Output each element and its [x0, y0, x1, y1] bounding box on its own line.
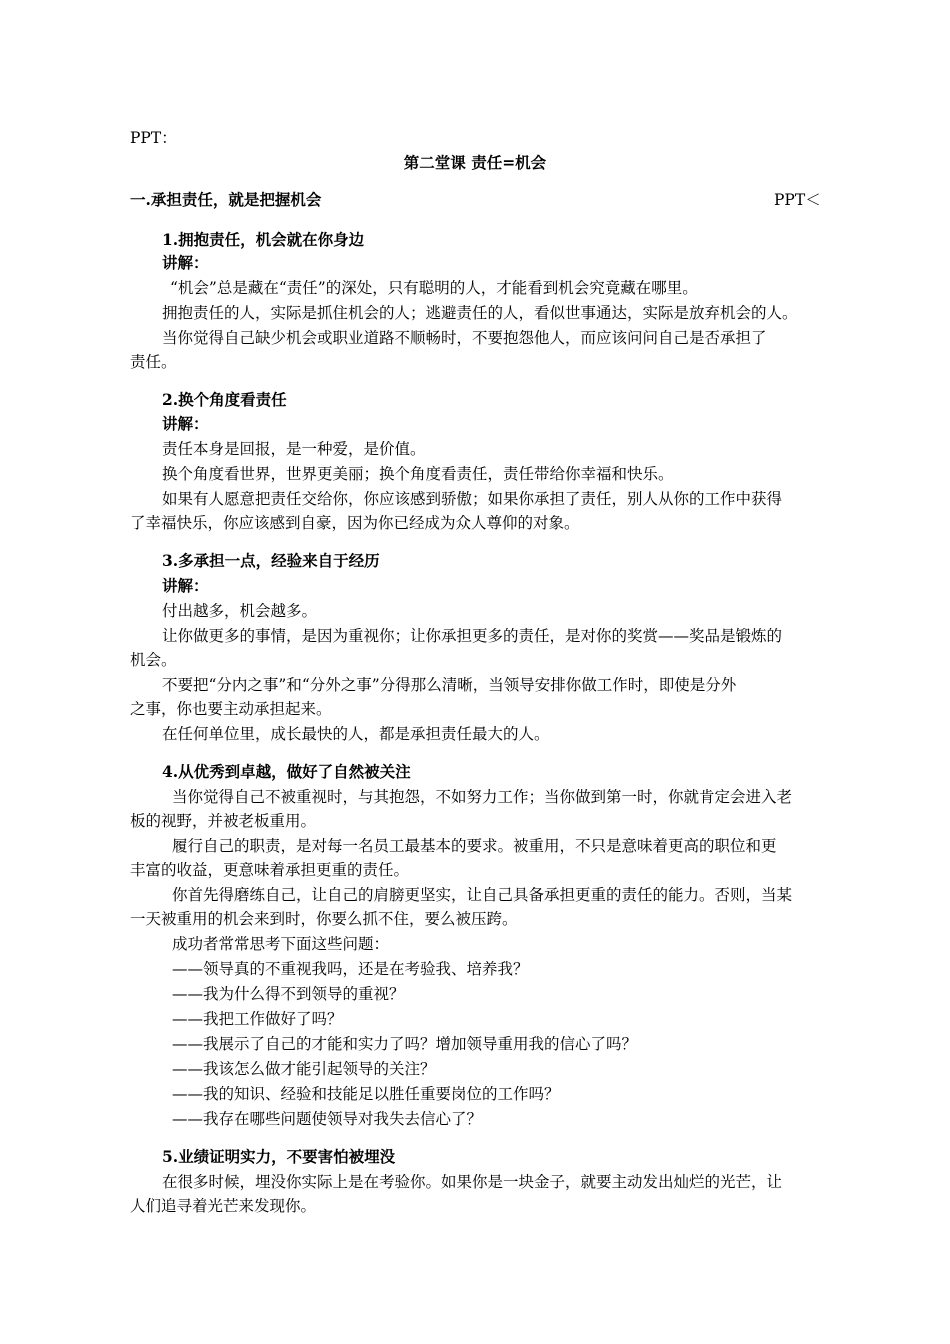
item-4-question-4: ——我展示了自己的才能和实力了吗？增加领导重用我的信心了吗？: [172, 1035, 638, 1053]
item-1-para-3b: 责任。: [130, 353, 177, 371]
item-2-para-3b: 了幸福快乐，你应该感到自豪，因为你已经成为众人尊仰的对象。: [130, 514, 580, 532]
item-5-para-1: 在很多时候，埋没你实际上是在考验你。如果你是一块金子，就要主动发出灿烂的光芒，让: [162, 1173, 783, 1191]
item-1-lecture-label: 讲解：: [162, 253, 209, 272]
item-2-para-1: 责任本身是回报，是一种爱，是价值。: [162, 440, 426, 458]
page-title: 第二堂课 责任=机会: [403, 153, 547, 172]
item-3-para-2: 让你做更多的事情，是因为重视你；让你承担更多的责任，是对你的奖赏——奖品是锻炼的: [162, 627, 783, 645]
item-4-para-3: 你首先得磨练自己，让自己的肩膀更坚实，让自己具备承担更重的责任的能力。否则，当某: [172, 886, 793, 904]
item-4-question-3: ——我把工作做好了吗？: [172, 1010, 343, 1028]
item-1-heading: 1.拥抱责任，机会就在你身边: [162, 230, 365, 249]
item-1-para-1: “机会”总是藏在“责任”的深处，只有聪明的人，才能看到机会究竟藏在哪里。: [170, 279, 698, 297]
item-4-question-5: ——我该怎么做才能引起领导的关注？: [172, 1060, 436, 1078]
item-1-para-2: 拥抱责任的人，实际是抓住机会的人；逃避责任的人，看似世事通达，实际是放弃机会的人。: [162, 304, 798, 322]
item-4-question-7: ——我存在哪些问题使领导对我失去信心了？: [172, 1110, 483, 1128]
ppt-label: PPT：: [130, 129, 177, 147]
item-3-para-3b: 之事，你也要主动承担起来。: [130, 700, 332, 718]
section-heading: 一.承担责任，就是把握机会: [130, 190, 322, 209]
item-3-lecture-label: 讲解：: [162, 576, 209, 595]
item-4-para-1: 当你觉得自己不被重视时，与其抱怨，不如努力工作；当你做到第一时，你就肯定会进入老: [172, 788, 793, 806]
item-2-heading: 2.换个角度看责任: [162, 390, 287, 409]
item-4-para-4: 成功者常常思考下面这些问题：: [172, 935, 390, 953]
item-3-para-4: 在任何单位里，成长最快的人，都是承担责任最大的人。: [162, 725, 550, 743]
item-4-para-2: 履行自己的职责，是对每一名员工最基本的要求。被重用，不只是意味着更高的职位和更: [172, 837, 777, 855]
item-2-para-3: 如果有人愿意把责任交给你，你应该感到骄傲；如果你承担了责任，别人从你的工作中获得: [162, 490, 783, 508]
item-5-para-1b: 人们追寻着光芒来发现你。: [130, 1197, 317, 1215]
item-3-para-3: 不要把“分内之事”和“分外之事”分得那么清晰，当领导安排你做工作时，即使是分外: [162, 676, 737, 694]
item-4-para-1b: 板的视野，并被老板重用。: [130, 812, 317, 830]
item-5-heading: 5.业绩证明实力，不要害怕被埋没: [162, 1147, 396, 1166]
item-4-para-2b: 丰富的收益，更意味着承担更重的责任。: [130, 861, 410, 879]
item-4-para-3b: 一天被重用的机会来到时，你要么抓不住，要么被压跨。: [130, 910, 518, 928]
item-2-para-2: 换个角度看世界，世界更美丽；换个角度看责任，责任带给你幸福和快乐。: [162, 465, 674, 483]
item-2-lecture-label: 讲解：: [162, 414, 209, 433]
ppt-reference: PPT＜: [774, 191, 821, 209]
item-3-heading: 3.多承担一点，经验来自于经历: [162, 551, 380, 570]
item-4-question-6: ——我的知识、经验和技能足以胜任重要岗位的工作吗？: [172, 1085, 560, 1103]
item-4-question-2: ——我为什么得不到领导的重视？: [172, 985, 405, 1003]
item-3-para-2b: 机会。: [130, 651, 177, 669]
item-4-question-1: ——领导真的不重视我吗，还是在考验我、培养我？: [172, 960, 529, 978]
item-1-para-3: 当你觉得自己缺少机会或职业道路不顺畅时，不要抱怨他人，而应该问问自己是否承担了: [162, 329, 767, 347]
item-3-para-1: 付出越多，机会越多。: [162, 602, 318, 620]
item-4-heading: 4.从优秀到卓越，做好了自然被关注: [162, 762, 411, 781]
